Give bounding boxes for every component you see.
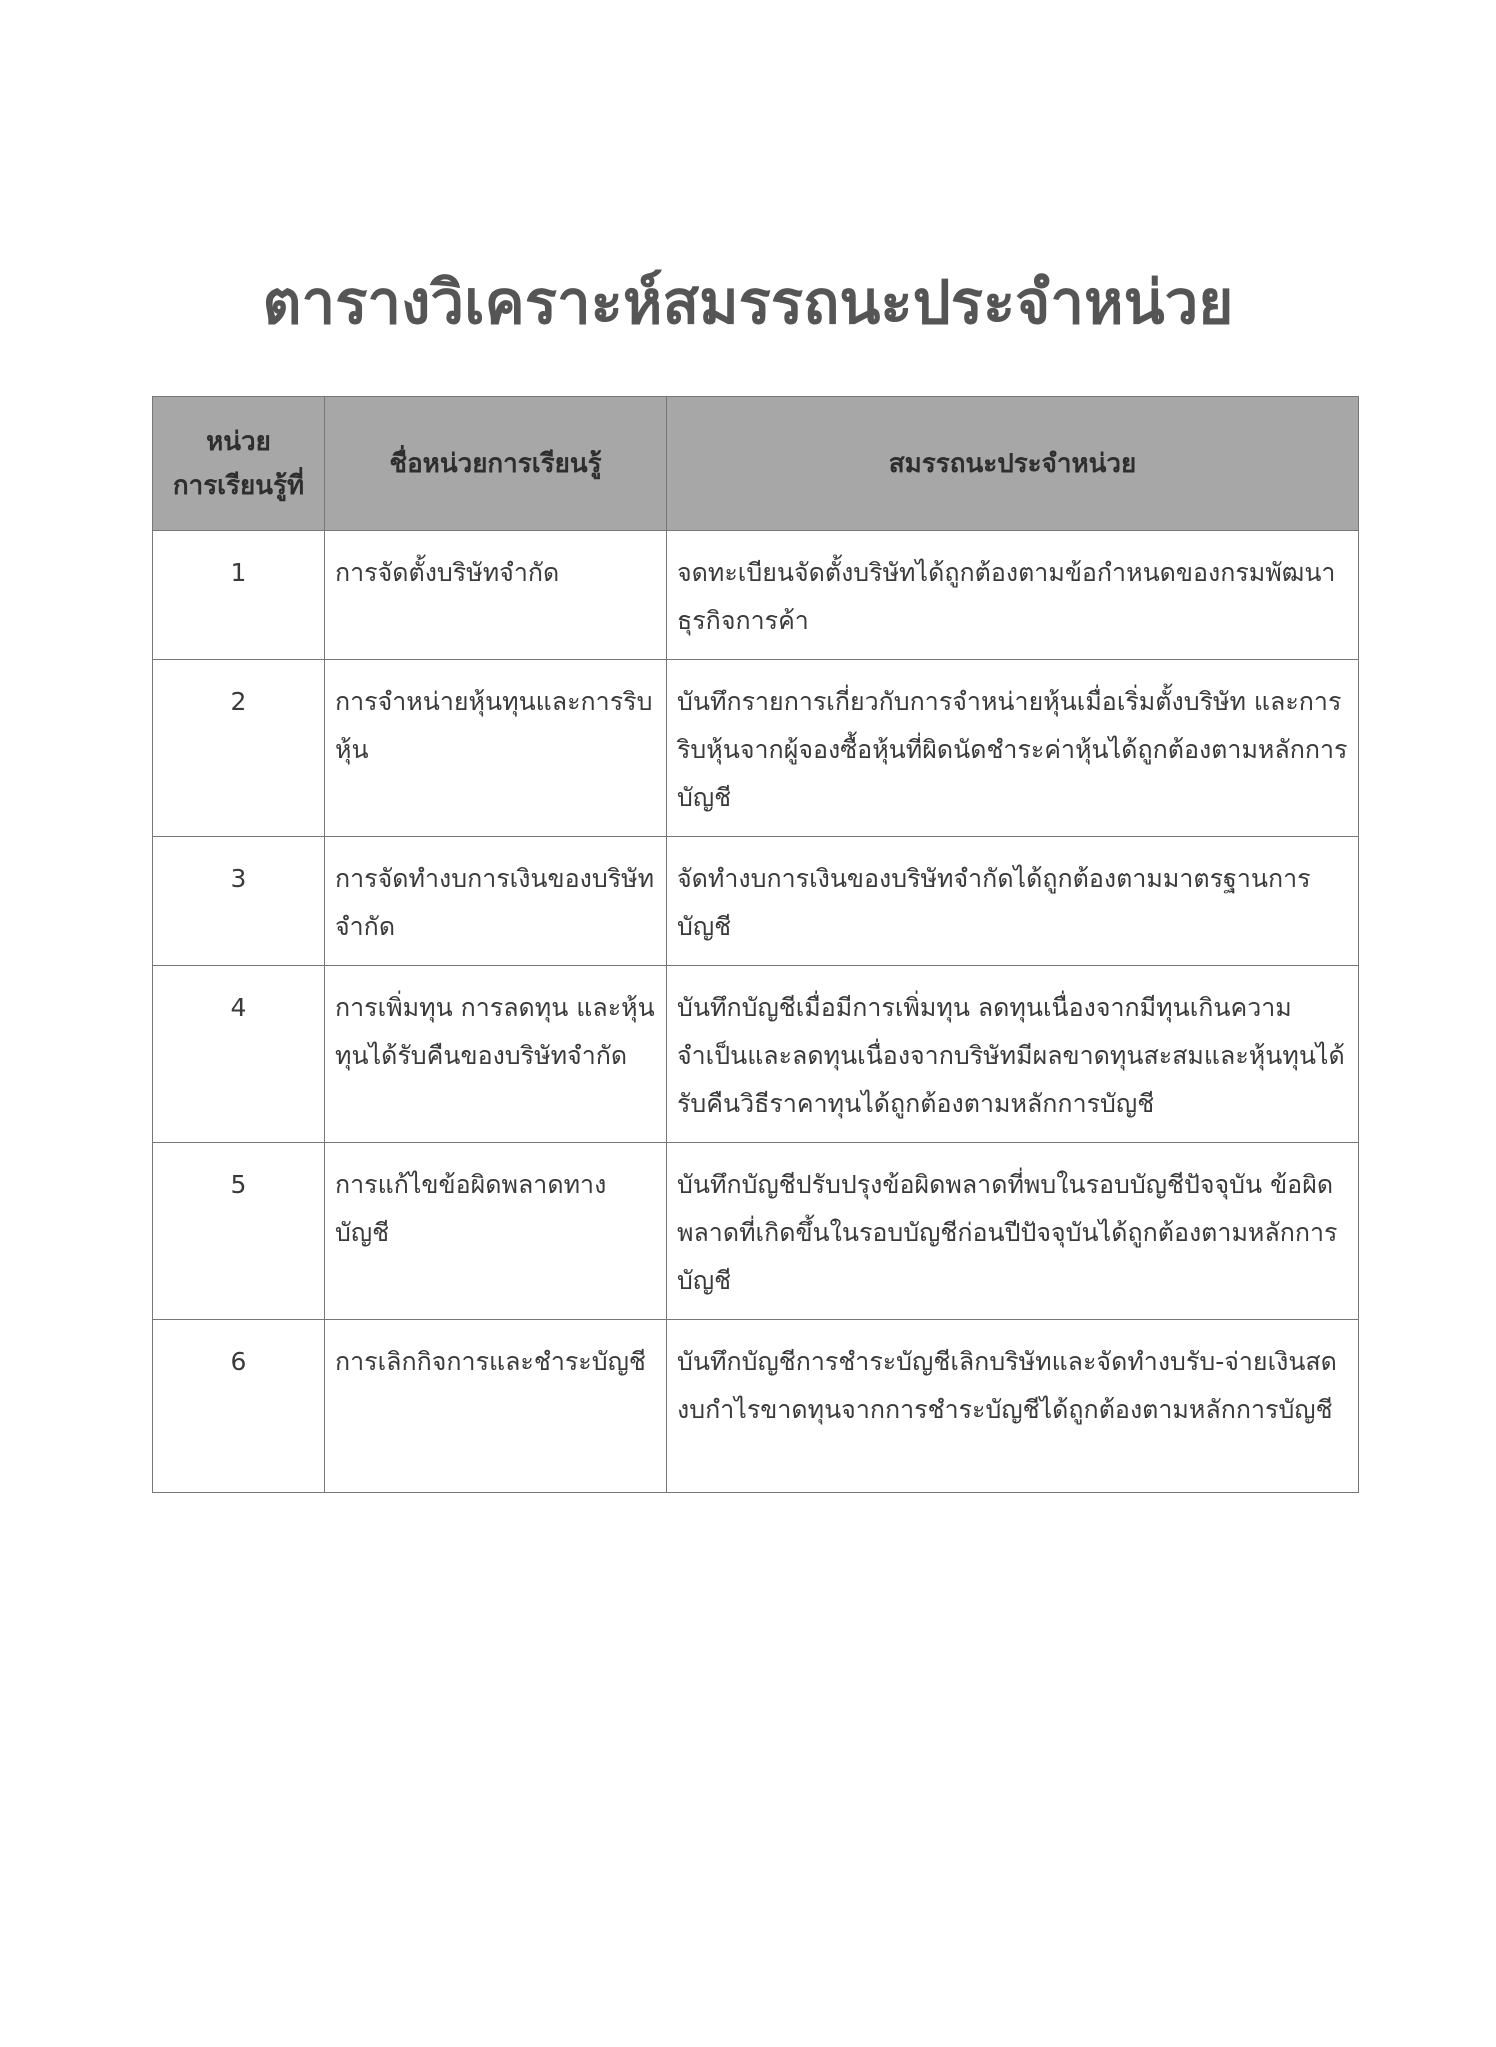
table-row <box>153 531 1359 660</box>
unit-name: การจัดตั้งบริษัทจำกัด <box>325 531 667 660</box>
page-title: ตารางวิเคราะห์สมรรถนะประจำหน่วย <box>262 268 1234 338</box>
table-row <box>153 1143 1359 1320</box>
unit-competency: จดทะเบียนจัดตั้งบริษัทได้ถูกต้องตามข้อกำหนดของกรมพัฒนาธุรกิจการค้า <box>667 531 1359 660</box>
unit-number: 3 <box>153 837 325 966</box>
table-header-row <box>153 397 1359 531</box>
table-row <box>153 966 1359 1143</box>
unit-name: การเพิ่มทุน การลดทุน และหุ้นทุนได้รับคืนของบริษัทจำกัด <box>325 966 667 1143</box>
unit-competency: บันทึกบัญชีเมื่อมีการเพิ่มทุน ลดทุนเนื่องจากมีทุนเกินความจำเป็นและลดทุนเนื่องจากบริษัทมีผลขาดทุนสะสมและหุ้นทุนได้รับคืนวิธีราคาทุนได้ถูกต้องตามหลักการบัญชี <box>667 966 1359 1143</box>
unit-competency: บันทึกรายการเกี่ยวกับการจำหน่ายหุ้นเมื่อเริ่มตั้งบริษัท และการริบหุ้นจากผู้จองซื้อหุ้นที่ผิดนัดชำระค่าหุ้นได้ถูกต้องตามหลักการบัญชี <box>667 660 1359 837</box>
header-competency: สมรรถนะประจำหน่วย <box>667 397 1359 531</box>
header-unit-name: ชื่อหน่วยการเรียนรู้ <box>325 397 667 531</box>
table-row <box>153 660 1359 837</box>
table-row <box>153 1320 1359 1493</box>
unit-name: การจำหน่ายหุ้นทุนและการริบหุ้น <box>325 660 667 837</box>
table-row <box>153 837 1359 966</box>
unit-number: 5 <box>153 1143 325 1320</box>
unit-number: 4 <box>153 966 325 1143</box>
header-unit-no-line2: การเรียนรู้ที่ <box>172 470 305 501</box>
unit-number: 2 <box>153 660 325 837</box>
unit-number: 1 <box>153 531 325 660</box>
competency-table <box>152 396 1359 1493</box>
unit-competency: จัดทำงบการเงินของบริษัทจำกัดได้ถูกต้องตามมาตรฐานการบัญชี <box>667 837 1359 966</box>
unit-name: การจัดทำงบการเงินของบริษัทจำกัด <box>325 837 667 966</box>
unit-competency: บันทึกบัญชีปรับปรุงข้อผิดพลาดที่พบในรอบบัญชีปัจจุบัน ข้อผิดพลาดที่เกิดขึ้นในรอบบัญชีก่อนปีปัจจุบันได้ถูกต้องตามหลักการบัญชี <box>667 1143 1359 1320</box>
unit-competency: บันทึกบัญชีการชำระบัญชีเลิกบริษัทและจัดทำงบรับ-จ่ายเงินสด งบกำไรขาดทุนจากการชำระบัญชีได้ถูกต้องตามหลักการบัญชี <box>667 1320 1359 1493</box>
header-unit-no-line1: หน่วย <box>206 426 271 457</box>
header-unit-no <box>153 397 325 531</box>
unit-name: การแก้ไขข้อผิดพลาดทางบัญชี <box>325 1143 667 1320</box>
unit-name: การเลิกกิจการและชำระบัญชี <box>325 1320 667 1493</box>
unit-number: 6 <box>153 1320 325 1493</box>
